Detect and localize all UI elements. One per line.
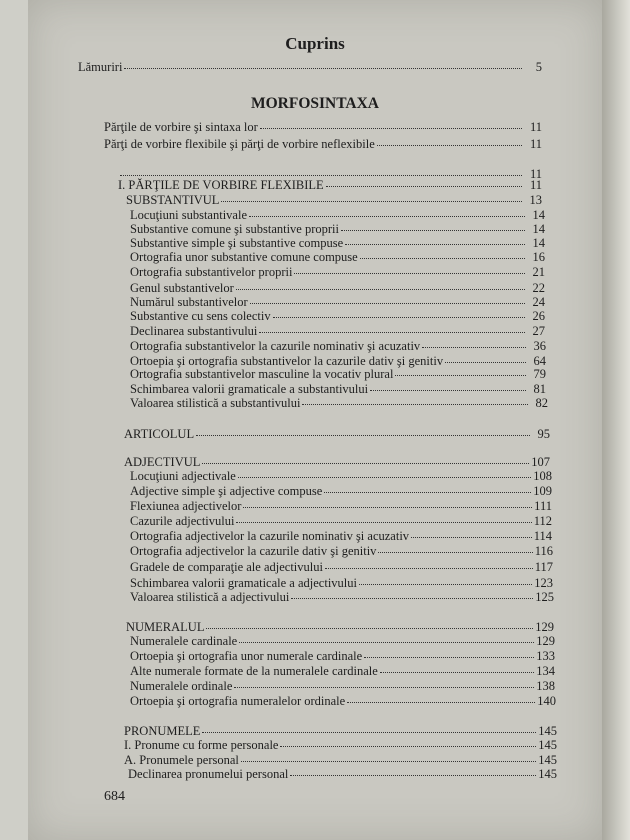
toc-entry	[130, 265, 545, 280]
page-number: 684	[104, 789, 125, 804]
toc-entry-page: 145	[538, 767, 557, 781]
toc-entry-page: 24	[532, 295, 545, 309]
toc-entry-page: 138	[536, 679, 555, 693]
toc-entry-label: Părţile de vorbire şi sintaxa lor	[104, 120, 258, 134]
toc-entry-page: 117	[534, 560, 553, 574]
toc-entry	[130, 694, 556, 709]
dot-leader	[206, 628, 533, 629]
dot-leader	[196, 435, 530, 436]
toc-entry-page: 13	[529, 193, 542, 207]
dot-leader	[241, 761, 536, 762]
toc-entry-page: 140	[537, 694, 556, 708]
toc-entry-page: 11	[529, 137, 542, 151]
toc-entry-page: 134	[536, 664, 555, 678]
toc-entry-page: 145	[538, 724, 557, 738]
toc-entry	[124, 455, 550, 470]
toc-entry-page: 16	[532, 250, 545, 264]
toc-entry-label: Locuţiuni substantivale	[130, 208, 247, 222]
dot-leader	[290, 775, 536, 776]
dot-leader	[249, 216, 525, 217]
toc-entry-label: Cazurile adjectivului	[130, 514, 235, 528]
toc-entry-page: 81	[533, 382, 546, 396]
dot-leader	[124, 68, 522, 69]
toc-entry-page: 21	[532, 265, 545, 279]
toc-entry-page: 26	[532, 309, 545, 323]
dot-leader	[259, 332, 525, 333]
dot-leader	[326, 186, 522, 187]
toc-entry-page: 109	[533, 484, 552, 498]
toc-entry	[130, 295, 545, 310]
dot-leader	[243, 507, 532, 508]
toc-entry-label: Genul substantivelor	[130, 281, 234, 295]
dot-leader	[364, 657, 534, 658]
toc-entry-label: Ortografia adjectivelor la cazurile dativ şi genitiv	[130, 544, 377, 558]
section-title: MORFOSINTAXA	[250, 95, 380, 112]
dot-leader	[324, 492, 531, 493]
toc-entry	[124, 738, 557, 753]
dot-leader	[411, 537, 532, 538]
toc-entry-page: 108	[533, 469, 552, 483]
toc-entry	[130, 576, 553, 591]
toc-entry	[128, 767, 557, 782]
toc-entry	[78, 60, 542, 75]
toc-entry	[130, 324, 545, 339]
dot-leader	[377, 145, 522, 146]
toc-entry-label: Ortoepia şi ortografia unor numerale cardinale	[130, 649, 363, 663]
toc-entry	[124, 724, 557, 739]
toc-entry-page: 14	[532, 236, 545, 250]
toc-entry	[130, 679, 555, 694]
toc-entry-label: Adjective simple şi adjective compuse	[130, 484, 323, 498]
toc-entry-page: 82	[535, 396, 548, 410]
dot-leader	[378, 552, 532, 553]
toc-entry-label: Ortoepia şi ortografia substantivelor la cazurile dativ şi genitiv	[130, 354, 444, 368]
page-title: Cuprins	[285, 34, 345, 53]
toc-entry-label: Schimbarea valorii gramaticale a substantivului	[130, 382, 369, 396]
dot-leader	[395, 375, 526, 376]
dot-leader	[360, 258, 525, 259]
toc-entry	[126, 193, 542, 208]
dot-leader	[345, 244, 525, 245]
toc-entry-label: Numeralele cardinale	[130, 634, 238, 648]
toc-entry	[124, 753, 557, 768]
dot-leader	[202, 463, 529, 464]
toc-entry	[130, 222, 545, 237]
toc-entry	[104, 120, 542, 135]
toc-entry	[118, 178, 542, 193]
dot-leader	[238, 477, 531, 478]
dot-leader	[359, 584, 532, 585]
toc-entry-page: 114	[533, 529, 552, 543]
toc-entry-page: 111	[534, 499, 552, 513]
dot-leader	[370, 390, 526, 391]
toc-entry-label: Ortografia adjectivelor la cazurile nominativ şi acuzativ	[130, 529, 410, 543]
toc-entry-page: 107	[531, 455, 550, 469]
toc-entry-page: 145	[538, 753, 557, 767]
dot-leader	[302, 404, 528, 405]
toc-entry-page: 129	[535, 620, 554, 634]
toc-entry	[104, 137, 542, 152]
dot-leader	[445, 362, 526, 363]
toc-entry	[124, 427, 550, 442]
toc-entry-page: 79	[533, 367, 546, 381]
toc-entry-page: 11	[529, 167, 542, 181]
toc-entry-label: Valoarea stilistică a substantivului	[130, 396, 301, 410]
toc-entry	[130, 590, 554, 605]
toc-entry-label: Gradele de comparaţie ale adjectivului	[130, 560, 323, 574]
toc-entry-label: SUBSTANTIVUL	[126, 193, 220, 207]
toc-entry	[130, 339, 546, 354]
toc-entry-page: 14	[532, 208, 545, 222]
dot-leader	[239, 642, 534, 643]
toc-entry-label: Schimbarea valorii gramaticale a adjectivului	[130, 576, 357, 590]
toc-entry	[126, 620, 554, 635]
toc-entry-label: I. PĂRŢILE DE VORBIRE FLEXIBILE	[118, 178, 324, 192]
toc-entry-page: 95	[537, 427, 550, 441]
toc-entry	[130, 634, 555, 649]
toc-entry	[130, 544, 553, 559]
dot-leader	[250, 303, 525, 304]
toc-entry-label: Numeralele ordinale	[130, 679, 233, 693]
toc-entry-page: 133	[536, 649, 555, 663]
toc-entry-page: 11	[529, 120, 542, 134]
toc-entry-page: 123	[534, 576, 553, 590]
toc-entry-label: Numărul substantivelor	[130, 295, 248, 309]
dot-leader	[325, 568, 533, 569]
toc-entry-page: 27	[532, 324, 545, 338]
toc-entry-page: 116	[534, 544, 553, 558]
toc-entry	[130, 529, 552, 544]
dot-leader	[294, 273, 525, 274]
toc-entry-label: Substantive cu sens colectiv	[130, 309, 271, 323]
toc-entry	[130, 382, 546, 397]
toc-entry	[130, 649, 555, 664]
toc-entry	[130, 367, 546, 382]
dot-leader	[273, 317, 525, 318]
toc-entry-page: 11	[529, 178, 542, 192]
toc-entry-label: ARTICOLUL	[124, 427, 195, 441]
dot-leader	[341, 230, 525, 231]
toc-entry-label: Substantive simple şi substantive compuse	[130, 236, 344, 250]
dot-leader	[260, 128, 522, 129]
dot-leader	[120, 175, 522, 176]
toc-entry-label: Alte numerale formate de la numeralele cardinale	[130, 664, 378, 678]
toc-entry-label: Declinarea pronumelui personal	[128, 767, 289, 781]
dot-leader	[236, 522, 531, 523]
toc-entry	[130, 499, 552, 514]
toc-entry-label: Ortografia unor substantive comune compuse	[130, 250, 358, 264]
toc-entry	[130, 208, 545, 223]
toc-entry	[130, 396, 548, 411]
dot-leader	[221, 201, 522, 202]
dot-leader	[422, 347, 526, 348]
toc-entry-label: Lămuriri	[78, 60, 123, 74]
toc-entry-label: Ortografia substantivelor la cazurile nominativ şi acuzativ	[130, 339, 421, 353]
toc-entry-label: Declinarea substantivului	[130, 324, 258, 338]
toc-entry	[130, 469, 552, 484]
toc-entry-page: 112	[533, 514, 552, 528]
dot-leader	[280, 746, 536, 747]
toc-entry-label: Locuţiuni adjectivale	[130, 469, 236, 483]
dot-leader	[236, 289, 525, 290]
toc-entry	[130, 514, 552, 529]
toc-entry	[130, 560, 553, 575]
toc-entry-page: 129	[536, 634, 555, 648]
toc-entry	[130, 309, 545, 324]
toc-entry-label: Substantive comune şi substantive proprii	[130, 222, 340, 236]
toc-entry	[130, 236, 545, 251]
dot-leader	[380, 672, 534, 673]
toc-entry-page: 64	[533, 354, 546, 368]
dot-leader	[291, 598, 533, 599]
book-spine	[602, 0, 630, 840]
toc-entry-page: 14	[532, 222, 545, 236]
toc-entry-page: 5	[535, 60, 542, 74]
toc-entry-label: Părţi de vorbire flexibile şi părţi de vorbire neflexibile	[104, 137, 375, 151]
dot-leader	[234, 687, 534, 688]
toc-entry-page: 36	[533, 339, 546, 353]
toc-entry-label: Valoarea stilistică a adjectivului	[130, 590, 290, 604]
toc-entry	[130, 281, 545, 296]
toc-entry-page: 22	[532, 281, 545, 295]
toc-entry	[130, 484, 552, 499]
toc-entry-label: Ortoepia şi ortografia numeralelor ordinale	[130, 694, 346, 708]
dot-leader	[202, 732, 536, 733]
toc-entry-page: 145	[538, 738, 557, 752]
toc-entry-page: 125	[535, 590, 554, 604]
toc-entry-label: Ortografia substantivelor proprii	[130, 265, 293, 279]
dot-leader	[347, 702, 535, 703]
toc-entry-label: Flexiunea adjectivelor	[130, 499, 242, 513]
toc-entry-label: ADJECTIVUL	[124, 455, 201, 469]
toc-entry-label: I. Pronume cu forme personale	[124, 738, 279, 752]
toc-entry-label: A. Pronumele personal	[124, 753, 239, 767]
toc-entry-label: NUMERALUL	[126, 620, 205, 634]
toc-entry	[130, 250, 545, 265]
toc-entry-label: PRONUMELE	[124, 724, 201, 738]
toc-entry	[130, 664, 555, 679]
toc-entry-label: Ortografia substantivelor masculine la vocativ plural	[130, 367, 394, 381]
